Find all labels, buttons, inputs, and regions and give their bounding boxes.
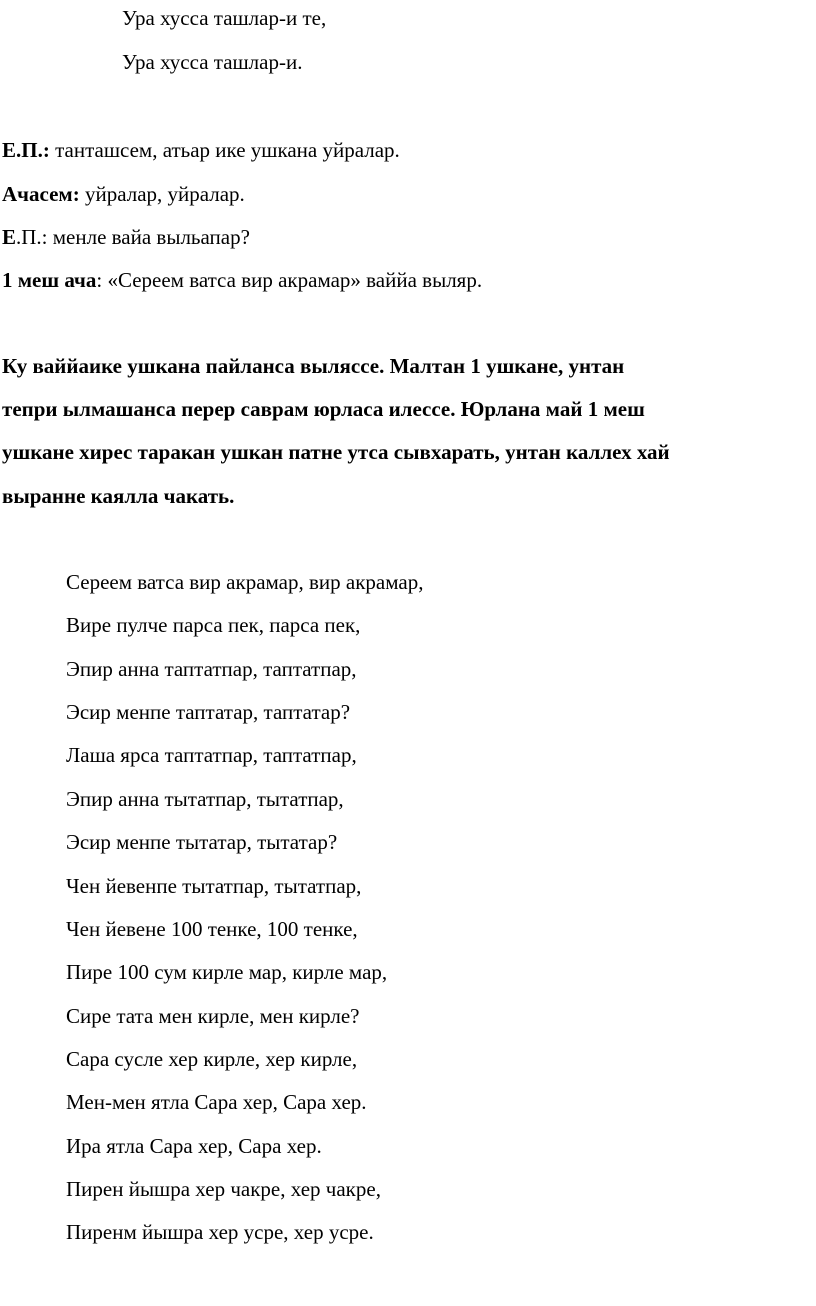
dialogue-line-3 <box>2 227 250 248</box>
verse-line: Сара сусле хер кирле, хер кирле, <box>66 1047 358 1071</box>
dialogue-text: танташсем, атьар ике ушкана уйралар. <box>49 138 400 162</box>
verse-line: Чен йевенпе тытатпар, тытатпар, <box>66 874 362 898</box>
dialogue-speaker: Е <box>2 225 17 249</box>
verse-line: Эсир менпе таптатар, таптатар? <box>66 700 351 724</box>
verse-line: Пире 100 сум кирле мар, кирле мар, <box>66 960 388 984</box>
verse-line: Сире тата мен кирле, мен кирле? <box>66 1004 360 1028</box>
dialogue-line-1 <box>2 140 400 161</box>
instruction-line-3: ушкане хирес таракан ушкан патне утса сывхарать, унтан каллех хай <box>2 440 670 464</box>
verse-line: Пиренм йышра хер усре, хер усре. <box>66 1220 374 1244</box>
dialogue-speaker: Ачасем: <box>2 182 80 206</box>
intro-line-1: Ура хусса ташлар-и те, <box>122 6 327 30</box>
verse-line: Пирен йышра хер чакре, хер чакре, <box>66 1177 381 1201</box>
verse-line: Мен-мен ятла Сара хер, Сара хер. <box>66 1090 367 1114</box>
verse-line: Сереем ватса вир акрамар, вир акрамар, <box>66 570 424 594</box>
intro-line-2: Ура хусса ташлар-и. <box>122 50 303 74</box>
dialogue-line-2 <box>2 184 245 205</box>
dialogue-line-4 <box>2 270 482 291</box>
dialogue-speaker: Е.П.: <box>2 138 50 162</box>
instruction-line-2: тепри ылмашанса перер саврам юрласа илессе. Юрлана май 1 меш <box>2 397 645 421</box>
verse-line: Эпир анна тытатпар, тытатпар, <box>66 787 344 811</box>
dialogue-text: .П.: менле вайа выльапар? <box>16 225 250 249</box>
verse-line: Эсир менпе тытатар, тытатар? <box>66 830 338 854</box>
instruction-line-1: Ку ваййаике ушкана пайланса выляссе. Малтан 1 ушкане, унтан <box>2 354 625 378</box>
verse-line: Эпир анна таптатпар, таптатпар, <box>66 657 357 681</box>
dialogue-speaker: 1 меш ача <box>2 268 97 292</box>
dialogue-text: : «Сереем ватса вир акрамар» ваййа выляр. <box>96 268 483 292</box>
verse-line: Ира ятла Сара хер, Сара хер. <box>66 1134 322 1158</box>
dialogue-text: уйралар, уйралар. <box>79 182 245 206</box>
verse-line: Лаша ярса таптатпар, таптатпар, <box>66 743 357 767</box>
verse-line: Чен йевене 100 тенке, 100 тенке, <box>66 917 358 941</box>
verse-line: Вире пулче парса пек, парса пек, <box>66 613 361 637</box>
instruction-line-4: выранне каялла чакать. <box>2 484 235 508</box>
